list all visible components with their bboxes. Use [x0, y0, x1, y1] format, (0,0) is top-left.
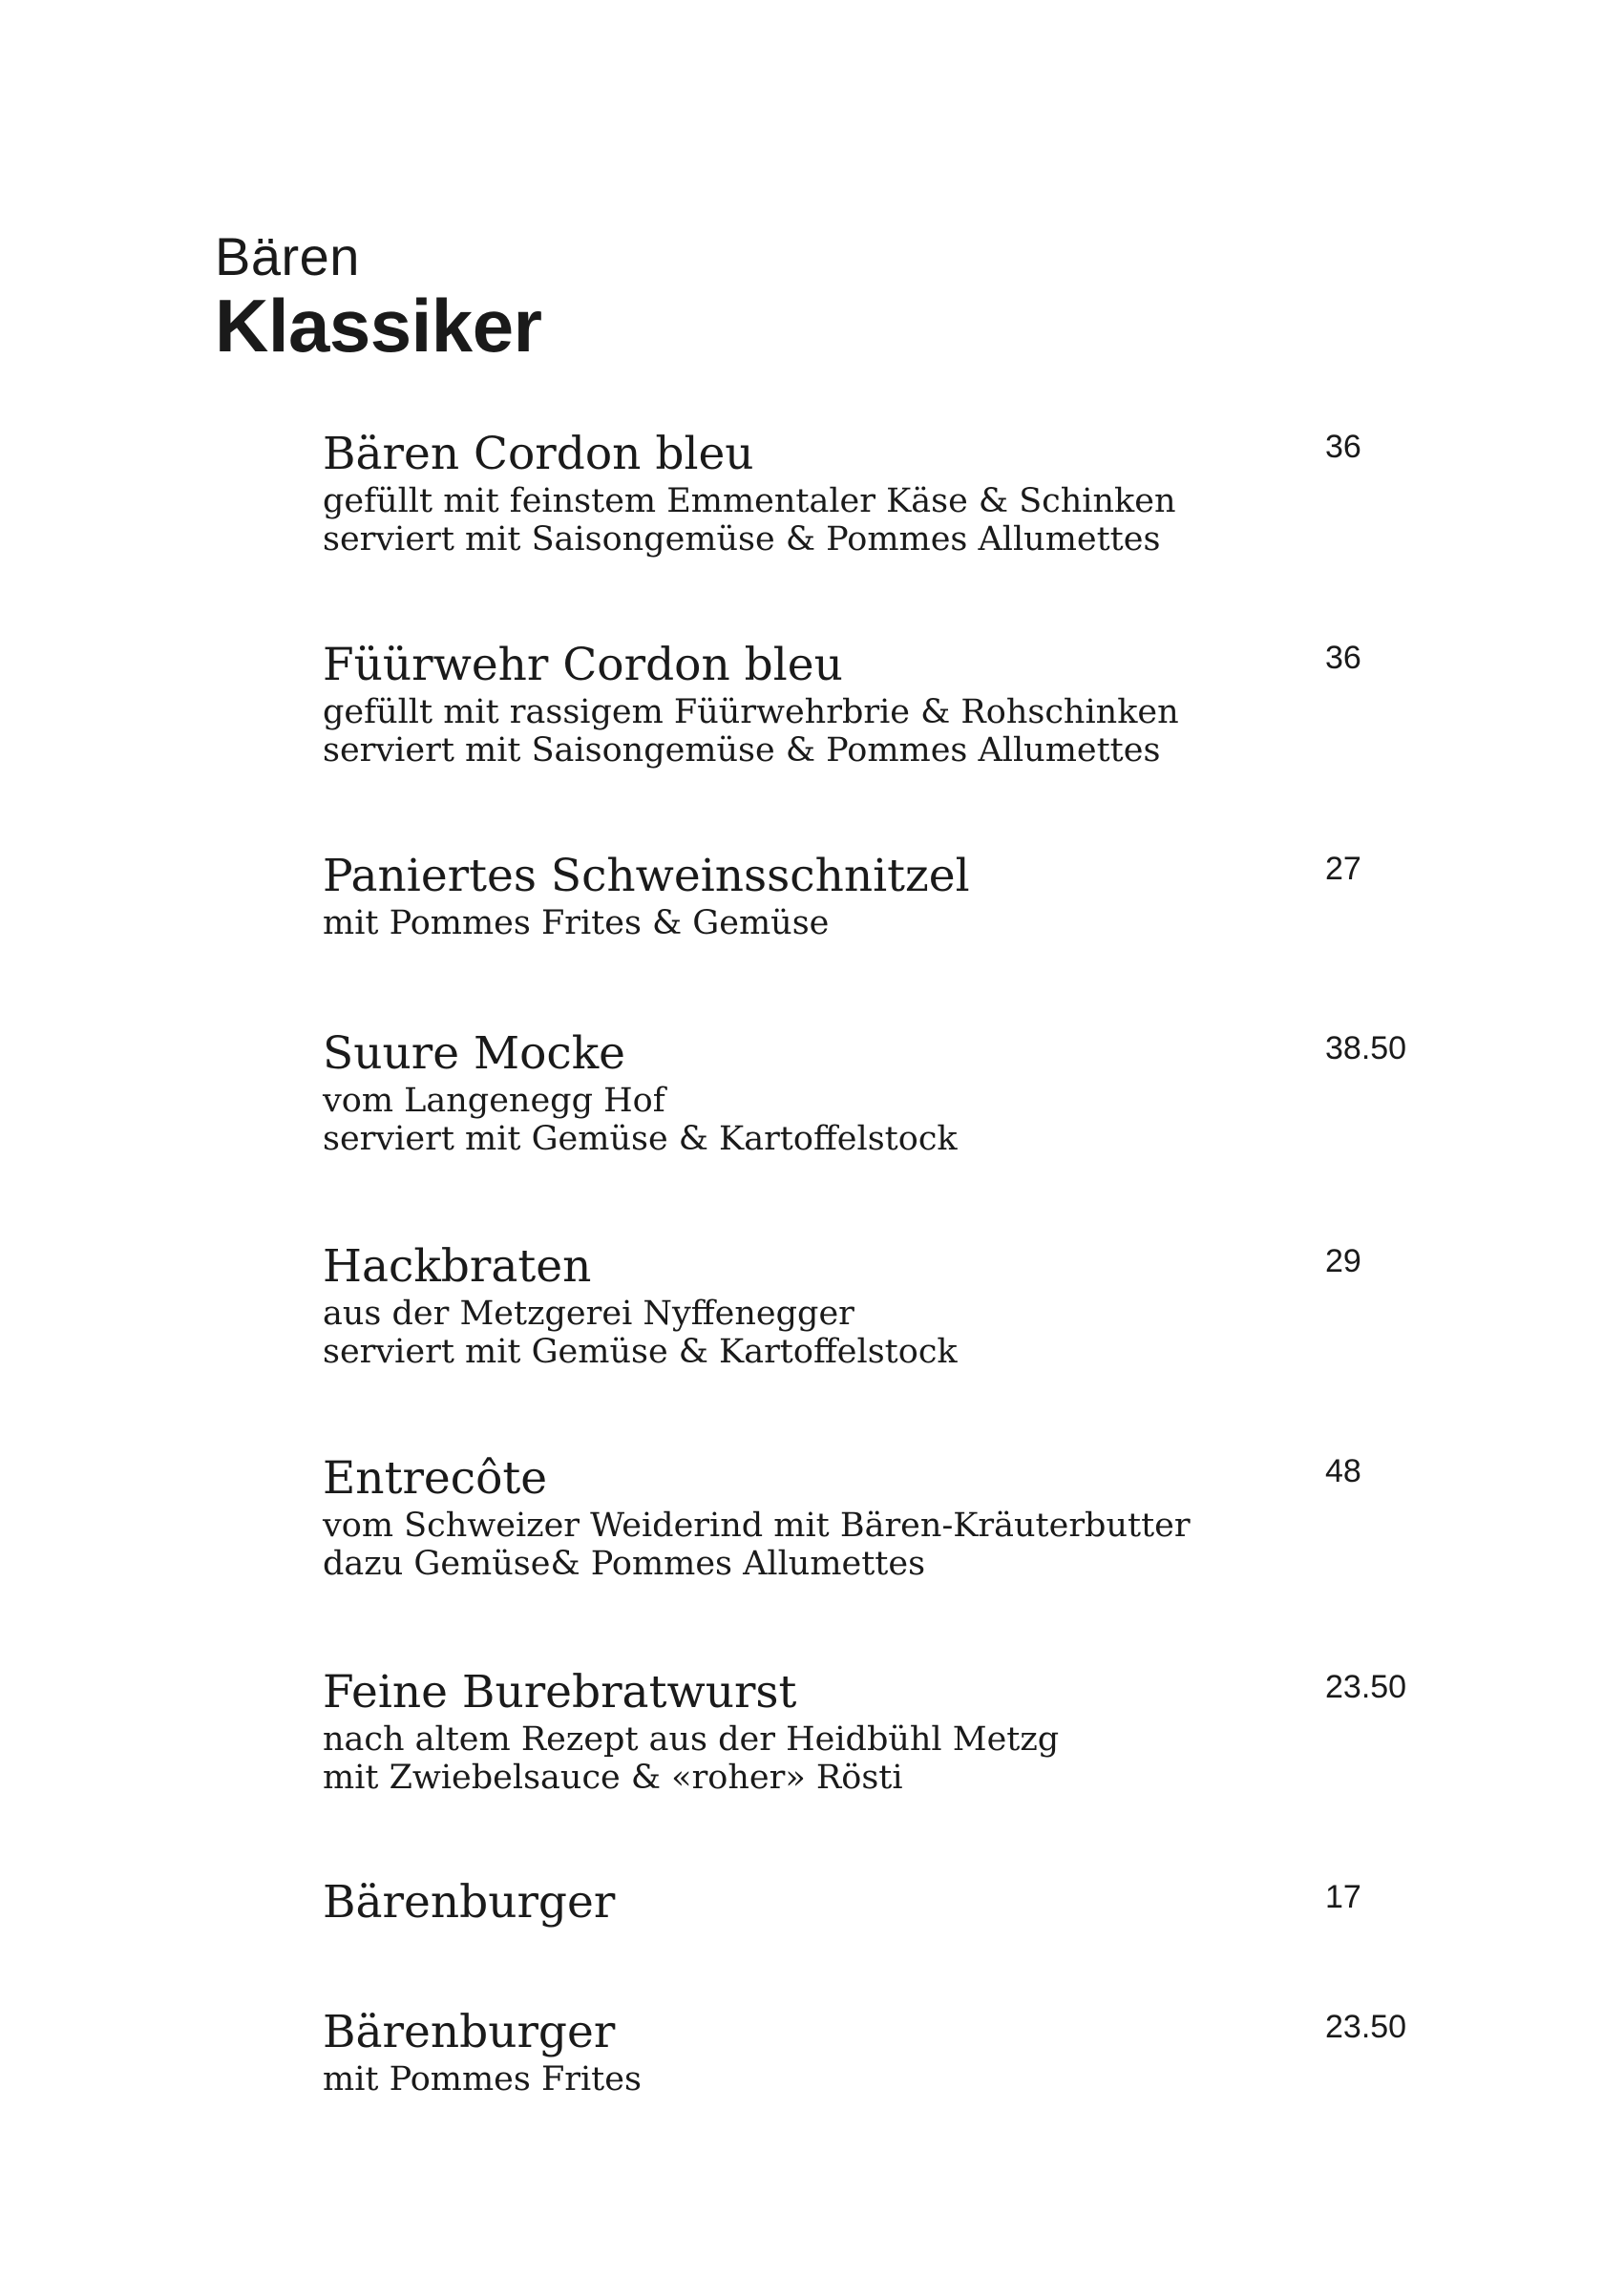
menu-item — [323, 638, 1468, 770]
item-description: serviert mit Saisongemüse & Pommes Allumettes — [323, 731, 1161, 770]
item-name: Bärenburger — [323, 1876, 616, 1929]
item-description: vom Schweizer Weiderind mit Bären-Kräuterbutter — [323, 1507, 1191, 1545]
item-description: gefüllt mit rassigem Füürwehrbrie & Rohschinken — [323, 693, 1179, 731]
item-description: mit Pommes Frites & Gemüse — [323, 904, 830, 942]
item-price: 29 — [1325, 1243, 1361, 1279]
heading-line-2: Klassiker — [215, 284, 542, 368]
menu-item — [323, 1239, 1468, 1371]
item-description: mit Zwiebelsauce & «roher» Rösti — [323, 1759, 903, 1797]
item-description: nach altem Rezept aus der Heidbühl Metzg — [323, 1720, 1060, 1759]
item-price: 17 — [1325, 1879, 1361, 1915]
item-price: 38.50 — [1325, 1030, 1407, 1066]
item-name: Bären Cordon bleu — [323, 428, 754, 480]
item-description: gefüllt mit feinstem Emmentaler Käse & Schinken — [323, 482, 1176, 520]
menu-item — [323, 1026, 1468, 1158]
item-price: 27 — [1325, 851, 1361, 887]
item-name: Suure Mocke — [323, 1027, 625, 1080]
item-description: serviert mit Gemüse & Kartoffelstock — [323, 1333, 958, 1371]
heading-line-1: Bären — [215, 226, 360, 286]
menu-item — [323, 1875, 1468, 1930]
item-price: 36 — [1325, 640, 1361, 676]
item-description: serviert mit Saisongemüse & Pommes Allumettes — [323, 520, 1161, 559]
item-name: Paniertes Schweinsschnitzel — [323, 850, 970, 902]
menu-item — [323, 1451, 1468, 1583]
item-name: Hackbraten — [323, 1240, 592, 1293]
item-name: Entrecôte — [323, 1452, 548, 1505]
item-name: Bärenburger — [323, 2006, 616, 2058]
item-description: vom Langenegg Hof — [323, 1082, 665, 1120]
menu-item — [323, 1665, 1468, 1797]
item-price: 36 — [1325, 429, 1361, 465]
item-price: 48 — [1325, 1453, 1361, 1489]
item-name: Feine Burebratwurst — [323, 1666, 797, 1719]
menu-item — [323, 2005, 1468, 2099]
item-price: 23.50 — [1325, 1669, 1407, 1705]
item-price: 23.50 — [1325, 2009, 1407, 2045]
item-description: serviert mit Gemüse & Kartoffelstock — [323, 1120, 958, 1158]
item-description: aus der Metzgerei Nyffenegger — [323, 1295, 854, 1333]
item-description: mit Pommes Frites — [323, 2060, 642, 2099]
menu-item — [323, 849, 1468, 942]
item-name: Füürwehr Cordon bleu — [323, 639, 843, 691]
menu-section-heading — [215, 226, 542, 368]
menu-item — [323, 427, 1468, 559]
item-description: dazu Gemüse& Pommes Allumettes — [323, 1545, 926, 1583]
